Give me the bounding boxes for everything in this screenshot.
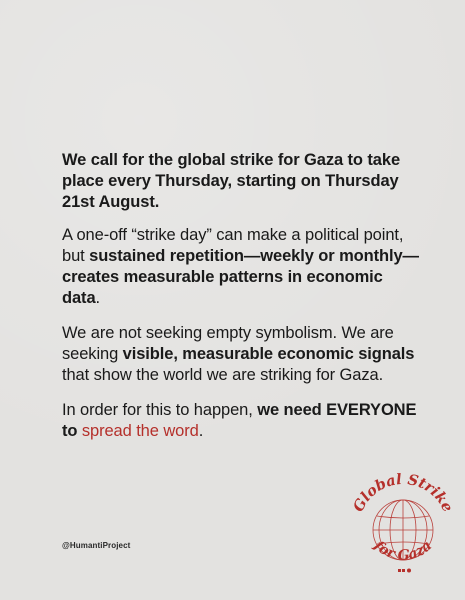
paragraph-text: . <box>95 289 101 307</box>
global-strike-logo <box>345 470 460 585</box>
paragraph-text: In order for this to happen, <box>62 401 258 419</box>
paragraph-repetition <box>62 225 422 309</box>
statement-body <box>62 150 422 456</box>
paragraph-symbolism <box>62 323 422 386</box>
logo-mark <box>398 569 401 572</box>
paragraph-call-to-action <box>62 400 422 442</box>
paragraph-text: A one-off “strike day” can make a political point, but <box>62 226 404 265</box>
emphasis-text: we need EVERYONE to <box>62 401 417 440</box>
social-handle: @HumantiProject <box>62 541 131 550</box>
paragraph-text: that show the world we are striking for Gaza. <box>62 366 384 384</box>
logo-line-1: Global Strike <box>349 470 457 515</box>
paragraph-text: We are not seeking empty symbolism. We are seeking <box>62 324 394 363</box>
emphasis-text: sustained repetition—weekly or monthly—creates measurable patterns in economic data <box>62 247 419 307</box>
globe-icon <box>345 470 460 585</box>
logo-line-2: for Gaza <box>370 537 436 564</box>
emphasis-text: visible, measurable economic signals <box>122 345 415 363</box>
logo-mark <box>402 569 405 572</box>
lead-text: We call for the global strike for Gaza to take place every Thursday, starting on Thursday 21st August. <box>62 151 401 211</box>
lead-paragraph <box>62 150 422 213</box>
logo-mark <box>407 569 411 573</box>
spread-the-word-text: spread the word <box>81 422 199 440</box>
paragraph-text: . <box>198 422 204 440</box>
